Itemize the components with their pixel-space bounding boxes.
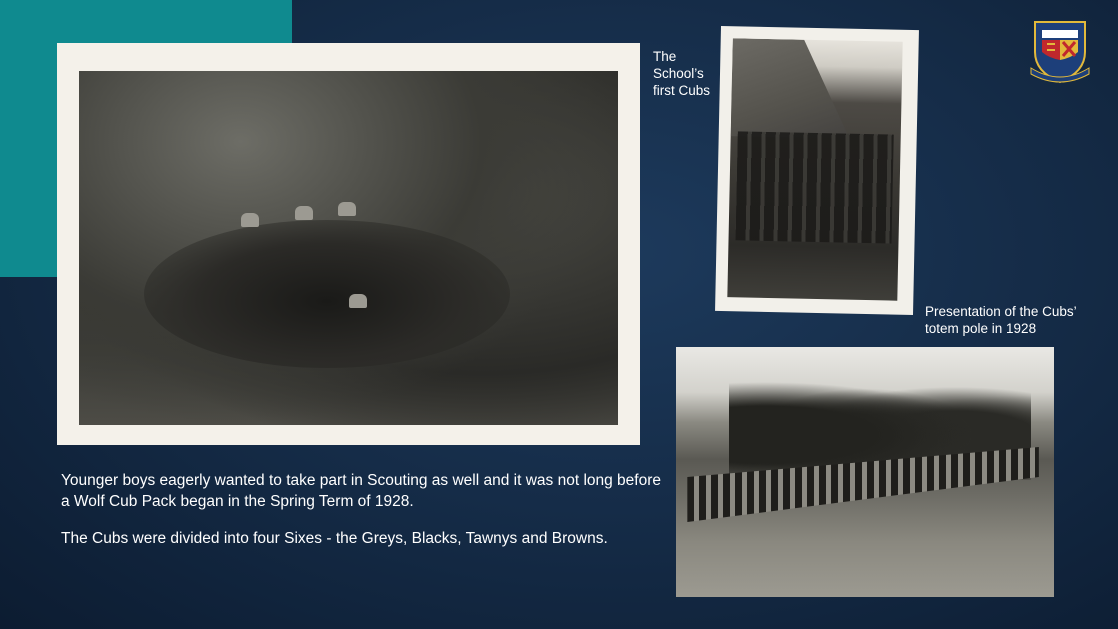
photo-totem-pole xyxy=(676,347,1054,597)
caption-first-cubs: The School’s first Cubs xyxy=(653,49,711,98)
caption-totem-pole: Presentation of the Cubs’ totem pole in 1928 xyxy=(925,304,1077,336)
photo-cubs-figures xyxy=(735,132,894,244)
photo-scout-group xyxy=(57,43,640,445)
photo-detail xyxy=(295,206,313,220)
paragraph-cubs-start: Younger boys eagerly wanted to take part in Scouting as well and it was not long before a Wolf Cub Pack began in the Spring Term of 1928. xyxy=(61,472,662,510)
photo-building xyxy=(731,38,852,139)
photo-detail xyxy=(349,294,367,308)
photo-group-figures xyxy=(144,220,511,369)
school-crest-icon xyxy=(1027,18,1093,86)
photo-detail xyxy=(241,213,259,227)
photo-detail xyxy=(338,202,356,216)
body-text xyxy=(61,470,661,565)
paragraph-cubs-sixes: The Cubs were divided into four Sixes - the Greys, Blacks, Tawnys and Browns. xyxy=(61,530,608,547)
photo-first-cubs xyxy=(715,26,919,315)
